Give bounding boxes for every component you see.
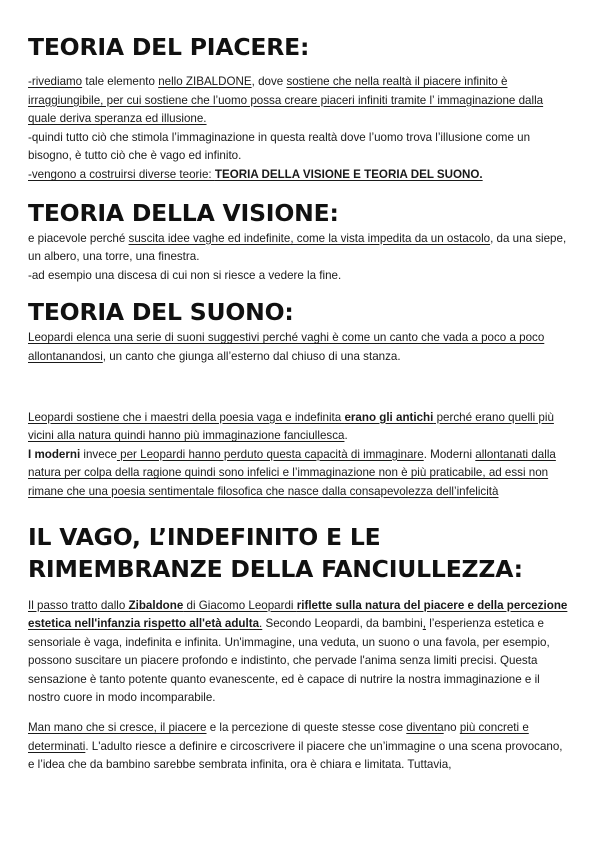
text-capacita: per Leopardi hanno perduto questa capacità di immaginare — [116, 447, 424, 461]
text-span: tale elemento — [82, 75, 159, 88]
paragraph-visione-2: -ad esempio una discesa di cui non si riesce a vedere la fine. — [28, 268, 342, 282]
paragraph-suono-1 — [28, 329, 568, 366]
text-zibaldone-bold: Zibaldone — [128, 598, 184, 612]
text-piacere-infinito: sostiene che nella realtà il piacere infinito è irraggiungibile, per cui sostiene che l’uomo possa creare piaceri infiniti tramite l’ immaginazione dalla quale deriva speranza ed illusione. — [28, 75, 544, 126]
text-moderni: I moderni — [28, 447, 81, 461]
text-infelicita: allontanati dalla natura per colpa della ragione quindi sono infelici e l’immaginazione non è più praticabile, ad essi non rimane che una poesia sentimentale filosofica che nasce dalla consapevolezza dell’infelicità — [28, 447, 556, 498]
text-teorie: -vengono a costruirsi diverse teorie: — [28, 167, 215, 181]
text-span: . — [259, 617, 263, 631]
text-span: e piacevole perché — [28, 231, 129, 245]
text-span: , un canto che giunga all’esterno dal chiuso di una stanza. — [102, 349, 401, 363]
paragraph-vago-2 — [28, 719, 568, 775]
text-span: l’esperienza estetica e sensoriale è vaga, indefinita e infinita. Un'immagine, una veduta, un suono o una favola, per esempio, possono suscitare un piacere profondo e indistinto, che pervade l'anima senza limiti precisi. Questa sensazione è tanto potente quanto evanescente, ed è capace di nutrire la nostra immaginazione e il nostro cuore in modo incomparabile. — [28, 617, 550, 705]
text-maestri: Leopardi sostiene che i maestri della poesia vaga e indefinita — [28, 410, 345, 424]
text-span: . L'adulto riesce a definire e circoscrivere il piacere che un’immagine o una scena provocano, e l’idea che da bambino sarebbe sembrata infinita, ora è chiara e limitata. Tuttavia, — [28, 739, 563, 772]
text-suoni-suggestivi: Leopardi elenca una serie di suoni suggestivi perché vaghi è come un canto che vada a poco a poco allontanandosi — [28, 331, 545, 363]
paragraph-visione-1 — [28, 230, 568, 267]
heading-vago-indefinito: IL VAGO, L’INDEFINITO E LE RIMEMBRANZE DELLA FANCIULLEZZA: — [28, 522, 523, 583]
text-span: , da una siepe, un albero, una torre, una finestra. — [28, 231, 567, 264]
paragraph-piacere-3 — [28, 166, 568, 185]
text-natura: perché erano quelli più vicini alla natura quindi hanno più immaginazione fanciullesca — [28, 410, 554, 443]
text-man-mano: Man mano che si cresce, il piacere — [28, 721, 207, 735]
text-riflette: riflette sulla natura del piacere e della percezione estetica nell'infanzia rispetto all'età adulta — [28, 598, 568, 631]
paragraph-vago-1 — [28, 597, 568, 709]
text-antichi: erano gli antichi — [344, 410, 434, 424]
text-span: di Giacomo Leopardi — [183, 598, 297, 612]
text-rivediamo: -rivediamo — [28, 75, 83, 88]
text-span: invece — [80, 447, 117, 461]
text-idee-vaghe: suscita idee vaghe ed indefinite, come la vista impedita da un ostacolo — [128, 231, 491, 245]
heading-teoria-piacere: TEORIA DEL PIACERE: — [28, 33, 310, 61]
text-concreti: più concreti e determinati — [28, 721, 529, 753]
text-span: . — [344, 429, 348, 443]
text-span: no — [443, 721, 460, 735]
text-span: Il passo tratto dallo — [28, 598, 129, 612]
paragraph-piacere-1 — [28, 73, 568, 129]
heading-teoria-suono: TEORIA DEL SUONO: — [28, 298, 294, 327]
paragraph-piacere-2: -quindi tutto ciò che stimola l’immaginazione in questa realtà dove l’uomo trova l’illusione come un bisogno, è tutto ciò che è vago ed infinito. — [28, 130, 531, 163]
text-span: , — [422, 617, 426, 631]
text-diventa: diventa — [406, 721, 444, 735]
text-zibaldone: nello ZIBALDONE — [158, 75, 252, 88]
heading-teoria-visione: TEORIA DELLA VISIONE: — [28, 198, 339, 227]
paragraph-maestri — [28, 409, 568, 502]
text-teorie-bold: TEORIA DELLA VISIONE E TEORIA DEL SUONO. — [214, 167, 483, 181]
text-span: , dove — [251, 75, 287, 88]
text-span: Secondo Leopardi, da bambini — [262, 617, 423, 631]
text-span: e la percezione di queste stesse cose — [206, 721, 407, 735]
text-span: . Moderni — [423, 447, 476, 461]
